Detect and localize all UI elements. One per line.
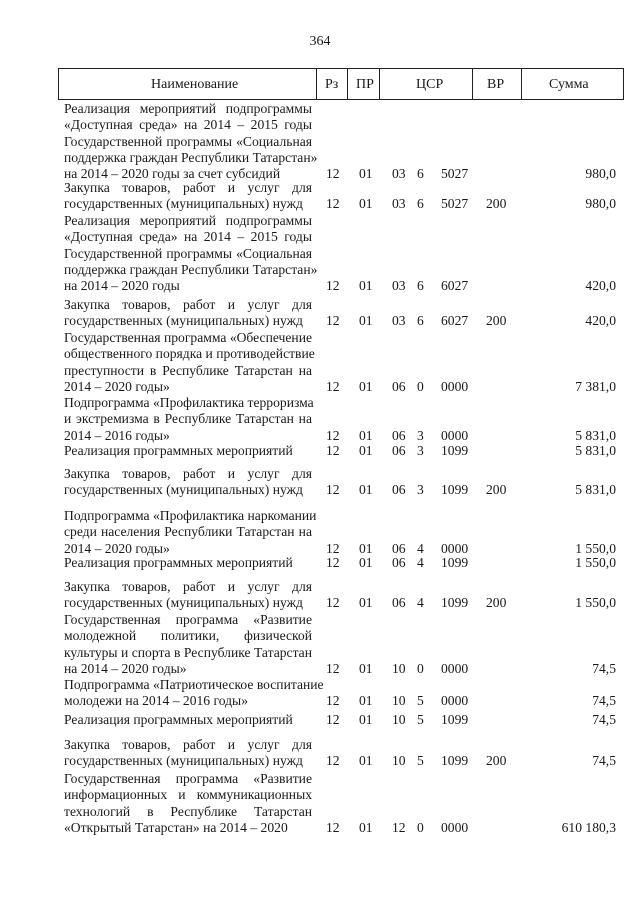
row-name-line: молодежной политики, физической <box>64 628 312 644</box>
row-name <box>64 180 312 213</box>
row-rz: 12 <box>326 427 340 443</box>
row-pr: 01 <box>359 443 373 458</box>
row-csr-2: 0 <box>417 378 424 394</box>
row-rz: 12 <box>326 712 340 727</box>
row-csr-1: 03 <box>392 196 406 212</box>
row-vr: 200 <box>486 313 507 329</box>
row-csr-2: 4 <box>417 540 424 556</box>
row-pr: 01 <box>359 712 373 727</box>
row-rz: 12 <box>326 278 340 294</box>
table-header <box>58 68 624 100</box>
row-rz: 12 <box>326 196 340 212</box>
row-csr-1: 06 <box>392 378 406 394</box>
row-csr-3: 5027 <box>441 196 469 212</box>
row-name <box>64 771 312 836</box>
header-rz: Рз <box>325 77 339 92</box>
row-rz: 12 <box>326 753 340 769</box>
header-name: Наименование <box>151 77 239 92</box>
row-name-line: преступности в Республике Татарстан на <box>64 362 312 378</box>
row-vr: 200 <box>486 595 507 611</box>
row-pr: 01 <box>359 313 373 329</box>
row-name-line: поддержка граждан Республики Татарстан» <box>64 149 318 165</box>
row-rz: 12 <box>326 693 340 709</box>
row-name-line: Реализация программных мероприятий <box>64 555 293 570</box>
row-vr: 200 <box>486 196 507 212</box>
row-name-line: «Доступная среда» на 2014 – 2015 годы <box>64 117 312 133</box>
row-sum: 74,5 <box>592 753 616 769</box>
row-name-line: 2014 – 2020 годы» <box>64 378 170 394</box>
row-sum: 7 381,0 <box>575 378 616 394</box>
table-row <box>58 612 624 677</box>
row-name-line: Государственная программа «Развитие <box>64 771 312 786</box>
row-csr-3: 1099 <box>441 482 469 498</box>
row-pr: 01 <box>359 166 373 182</box>
row-csr-1: 03 <box>392 166 406 182</box>
row-name-line: Подпрограмма «Патриотическое воспитание <box>64 677 324 692</box>
row-pr: 01 <box>359 693 373 709</box>
row-name <box>64 466 312 499</box>
row-sum: 5 831,0 <box>575 443 616 458</box>
row-csr-3: 1099 <box>441 555 469 570</box>
page-number: 364 <box>309 34 331 49</box>
row-csr-1: 06 <box>392 443 406 458</box>
row-csr-1: 10 <box>392 712 406 727</box>
row-name-line: «Открытый Татарстан» на 2014 – 2020 <box>64 819 288 835</box>
header-vr: ВР <box>487 77 505 92</box>
table-row <box>58 579 624 612</box>
row-rz: 12 <box>326 540 340 556</box>
row-csr-3: 1099 <box>441 443 469 458</box>
row-csr-1: 06 <box>392 427 406 443</box>
row-name-line: поддержка граждан Республики Татарстан» <box>64 261 318 277</box>
table-row <box>58 443 624 459</box>
row-sum: 74,5 <box>592 693 616 709</box>
row-name-line: Подпрограмма «Профилактика наркомании <box>64 508 317 523</box>
row-csr-3: 0000 <box>441 540 469 556</box>
row-pr: 01 <box>359 660 373 676</box>
row-rz: 12 <box>326 482 340 498</box>
row-name-line: государственных (муниципальных) нужд <box>64 196 303 212</box>
table-row <box>58 466 624 499</box>
row-rz: 12 <box>326 595 340 611</box>
row-pr: 01 <box>359 482 373 498</box>
row-rz: 12 <box>326 443 340 458</box>
table-row <box>58 712 624 728</box>
row-csr-1: 06 <box>392 555 406 570</box>
row-csr-2: 0 <box>417 660 424 676</box>
row-csr-2: 5 <box>417 693 424 709</box>
row-name-line: государственных (муниципальных) нужд <box>64 753 303 769</box>
row-csr-1: 06 <box>392 482 406 498</box>
row-pr: 01 <box>359 819 373 835</box>
row-csr-3: 0000 <box>441 427 469 443</box>
row-csr-2: 5 <box>417 712 424 727</box>
row-rz: 12 <box>326 660 340 676</box>
row-pr: 01 <box>359 753 373 769</box>
row-name-line: на 2014 – 2020 годы» <box>64 660 187 676</box>
row-sum: 1 550,0 <box>575 540 616 556</box>
row-pr: 01 <box>359 595 373 611</box>
row-name-line: на 2014 – 2020 годы <box>64 278 180 294</box>
row-csr-2: 6 <box>417 196 424 212</box>
row-pr: 01 <box>359 378 373 394</box>
row-sum: 420,0 <box>585 313 616 329</box>
row-sum: 420,0 <box>585 278 616 294</box>
row-name-line: культуры и спорта в Республике Татарстан <box>64 644 312 660</box>
row-csr-3: 0000 <box>441 660 469 676</box>
header-csr: ЦСР <box>416 77 444 92</box>
row-name <box>64 555 312 571</box>
row-csr-1: 10 <box>392 753 406 769</box>
row-vr: 200 <box>486 482 507 498</box>
table-row <box>58 677 624 710</box>
row-name-line: Реализация мероприятий подпрограммы <box>64 101 312 116</box>
row-csr-3: 5027 <box>441 166 469 182</box>
header-pr: ПР <box>356 77 374 92</box>
row-name-line: Государственной программы «Социальная <box>64 245 312 261</box>
row-name-line: «Доступная среда» на 2014 – 2015 годы <box>64 229 312 245</box>
row-pr: 01 <box>359 278 373 294</box>
row-vr: 200 <box>486 753 507 769</box>
row-csr-2: 3 <box>417 443 424 458</box>
row-name-line: 2014 – 2016 годы» <box>64 427 170 443</box>
row-rz: 12 <box>326 313 340 329</box>
row-sum: 980,0 <box>585 196 616 212</box>
row-csr-3: 1099 <box>441 753 469 769</box>
row-name-line: Реализация программных мероприятий <box>64 443 293 458</box>
row-name-line: Реализация программных мероприятий <box>64 712 293 727</box>
row-name-line: общественного порядка и противодействие <box>64 346 315 362</box>
row-name <box>64 737 312 770</box>
row-name-line: Подпрограмма «Профилактика терроризма <box>64 395 314 410</box>
row-csr-2: 5 <box>417 753 424 769</box>
row-name <box>64 101 318 182</box>
row-sum: 1 550,0 <box>575 595 616 611</box>
table-row <box>58 737 624 770</box>
row-sum: 74,5 <box>592 660 616 676</box>
row-pr: 01 <box>359 540 373 556</box>
row-csr-2: 4 <box>417 555 424 570</box>
table-row <box>58 213 624 295</box>
row-name-line: Закупка товаров, работ и услуг для <box>64 579 312 594</box>
table-row <box>58 555 624 571</box>
row-csr-1: 03 <box>392 278 406 294</box>
row-name <box>64 395 312 444</box>
table-row <box>58 101 624 183</box>
row-csr-1: 06 <box>392 595 406 611</box>
row-rz: 12 <box>326 819 340 835</box>
row-name-line: Закупка товаров, работ и услуг для <box>64 180 312 195</box>
table-row <box>58 771 624 836</box>
table-row <box>58 395 624 444</box>
row-name <box>64 612 312 677</box>
row-rz: 12 <box>326 166 340 182</box>
row-csr-2: 6 <box>417 313 424 329</box>
row-name <box>64 677 324 710</box>
row-pr: 01 <box>359 427 373 443</box>
row-name-line: государственных (муниципальных) нужд <box>64 482 303 498</box>
row-csr-3: 6027 <box>441 313 469 329</box>
row-csr-3: 0000 <box>441 819 469 835</box>
row-csr-1: 10 <box>392 693 406 709</box>
table-row <box>58 297 624 330</box>
row-csr-1: 06 <box>392 540 406 556</box>
row-name-line: Реализация мероприятий подпрограммы <box>64 213 312 228</box>
row-name <box>64 579 312 612</box>
row-name-line: молодежи на 2014 – 2016 годы» <box>64 693 248 709</box>
row-name-line: Закупка товаров, работ и услуг для <box>64 297 312 312</box>
row-name <box>64 213 318 294</box>
row-csr-2: 0 <box>417 819 424 835</box>
row-name-line: государственных (муниципальных) нужд <box>64 595 303 611</box>
table-row <box>58 508 624 557</box>
row-csr-2: 6 <box>417 278 424 294</box>
row-csr-1: 12 <box>392 819 406 835</box>
row-name <box>64 443 312 459</box>
row-name <box>64 297 312 330</box>
row-name-line: и экстремизма в Республике Татарстан на <box>64 411 312 427</box>
row-name-line: информационных и коммуникационных <box>64 787 312 803</box>
row-pr: 01 <box>359 196 373 212</box>
row-csr-3: 1099 <box>441 595 469 611</box>
row-csr-3: 0000 <box>441 378 469 394</box>
row-pr: 01 <box>359 555 373 570</box>
row-name <box>64 508 317 557</box>
row-name-line: 2014 – 2020 годы» <box>64 540 170 556</box>
table-row <box>58 330 624 395</box>
row-name-line: Государственной программы «Социальная <box>64 133 312 149</box>
row-csr-3: 0000 <box>441 693 469 709</box>
row-csr-2: 3 <box>417 427 424 443</box>
row-sum: 74,5 <box>592 712 616 727</box>
row-name-line: технологий в Республике Татарстан <box>64 803 312 819</box>
row-csr-1: 10 <box>392 660 406 676</box>
row-csr-1: 03 <box>392 313 406 329</box>
row-name-line: Закупка товаров, работ и услуг для <box>64 737 312 752</box>
row-name <box>64 712 312 728</box>
row-rz: 12 <box>326 378 340 394</box>
row-name-line: Закупка товаров, работ и услуг для <box>64 466 312 481</box>
row-sum: 980,0 <box>585 166 616 182</box>
row-name-line: Государственная программа «Обеспечение <box>64 330 312 345</box>
row-csr-2: 6 <box>417 166 424 182</box>
row-rz: 12 <box>326 555 340 570</box>
row-csr-2: 3 <box>417 482 424 498</box>
row-name <box>64 330 315 395</box>
row-csr-2: 4 <box>417 595 424 611</box>
row-name-line: среди населения Республики Татарстан на <box>64 524 312 540</box>
row-sum: 1 550,0 <box>575 555 616 570</box>
row-name-line: государственных (муниципальных) нужд <box>64 313 303 329</box>
row-csr-3: 1099 <box>441 712 469 727</box>
row-sum: 5 831,0 <box>575 427 616 443</box>
row-name-line: Государственная программа «Развитие <box>64 612 312 627</box>
row-csr-3: 6027 <box>441 278 469 294</box>
row-name-line: на 2014 – 2020 годы за счет субсидий <box>64 166 281 182</box>
table-row <box>58 180 624 213</box>
row-sum: 5 831,0 <box>575 482 616 498</box>
row-sum: 610 180,3 <box>561 819 616 835</box>
header-sum: Сумма <box>549 77 589 92</box>
